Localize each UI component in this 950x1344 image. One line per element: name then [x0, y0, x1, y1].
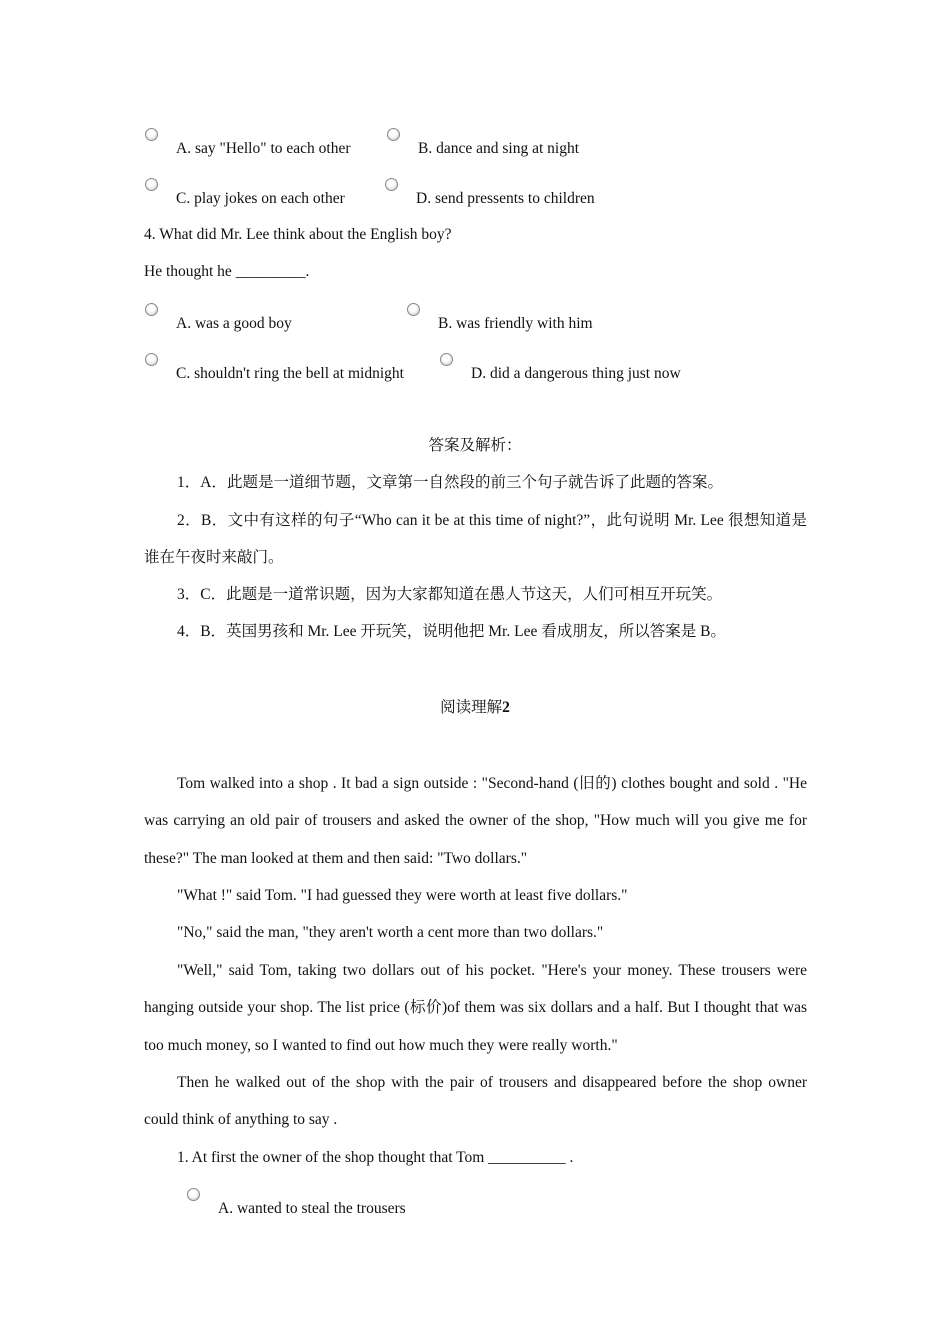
option-q4-b: B. was friendly with him: [438, 315, 593, 332]
option-q3-a: A. say "Hello" to each other: [176, 140, 351, 157]
radio-q4-d[interactable]: [440, 353, 453, 366]
option-q4-c: C. shouldn't ring the bell at midnight: [176, 365, 404, 382]
option-q4-a: A. was a good boy: [176, 315, 292, 332]
answer-2: 2．B．文中有这样的句子“Who can it be at this time of night?”，此句说明 Mr. Lee 很想知道是谁在午夜时来敲门。: [144, 512, 807, 567]
answers-heading: 答案及解析：: [428, 437, 522, 454]
section-title-text: 阅读理解: [440, 699, 503, 716]
passage-paragraph-1: Tom walked into a shop . It bad a sign outside : "Second-hand (旧的) clothes bought and sold . "He was carrying an old pair of trousers and asked the owner of the shop, "How much will you give me for these?" The man looked at them and then said: "Two dollars.": [144, 775, 807, 867]
section-title: [0, 698, 950, 718]
option-q3-d: D. send pressents to children: [416, 190, 595, 207]
section-title-number: 2: [502, 699, 510, 716]
radio-q3-a[interactable]: [145, 128, 158, 141]
answer-1: 1．A．此题是一道细节题，文章第一自然段的前三个句子就告诉了此题的答案。: [177, 474, 723, 491]
question-s2-1: 1. At first the owner of the shop thought that Tom __________ .: [177, 1149, 574, 1166]
option-q3-c: C. play jokes on each other: [176, 190, 345, 207]
answer-4: 4．B．英国男孩和 Mr. Lee 开玩笑，说明他把 Mr. Lee 看成朋友，所以答案是 B。: [177, 623, 726, 640]
radio-q4-b[interactable]: [407, 303, 420, 316]
radio-q4-a[interactable]: [145, 303, 158, 316]
passage-paragraph-3: "No," said the man, "they aren't worth a cent more than two dollars.": [177, 924, 604, 941]
option-q4-d: D. did a dangerous thing just now: [471, 365, 681, 382]
passage-paragraph-5: Then he walked out of the shop with the pair of trousers and disappeared before the shop owner could think of anything to say .: [144, 1074, 807, 1129]
radio-q3-d[interactable]: [385, 178, 398, 191]
radio-s2-q1-a[interactable]: [187, 1188, 200, 1201]
answer-3: 3．C．此题是一道常识题，因为大家都知道在愚人节这天，人们可相互开玩笑。: [177, 586, 723, 603]
radio-q4-c[interactable]: [145, 353, 158, 366]
option-s2-q1-a: A. wanted to steal the trousers: [218, 1200, 406, 1217]
passage-paragraph-4: "Well," said Tom, taking two dollars out of his pocket. "Here's your money. These trousers were hanging outside your shop. The list price (标价)of them was six dollars and a half. But I thought that was too much money, so I wanted to find out how much they were really worth.": [144, 962, 807, 1054]
radio-q3-b[interactable]: [387, 128, 400, 141]
question-4-stem: He thought he _________.: [144, 263, 310, 280]
question-4: 4. What did Mr. Lee think about the English boy?: [144, 226, 452, 243]
option-q3-b: B. dance and sing at night: [418, 140, 579, 157]
radio-q3-c[interactable]: [145, 178, 158, 191]
passage-paragraph-2: "What !" said Tom. "I had guessed they were worth at least five dollars.": [177, 887, 628, 904]
